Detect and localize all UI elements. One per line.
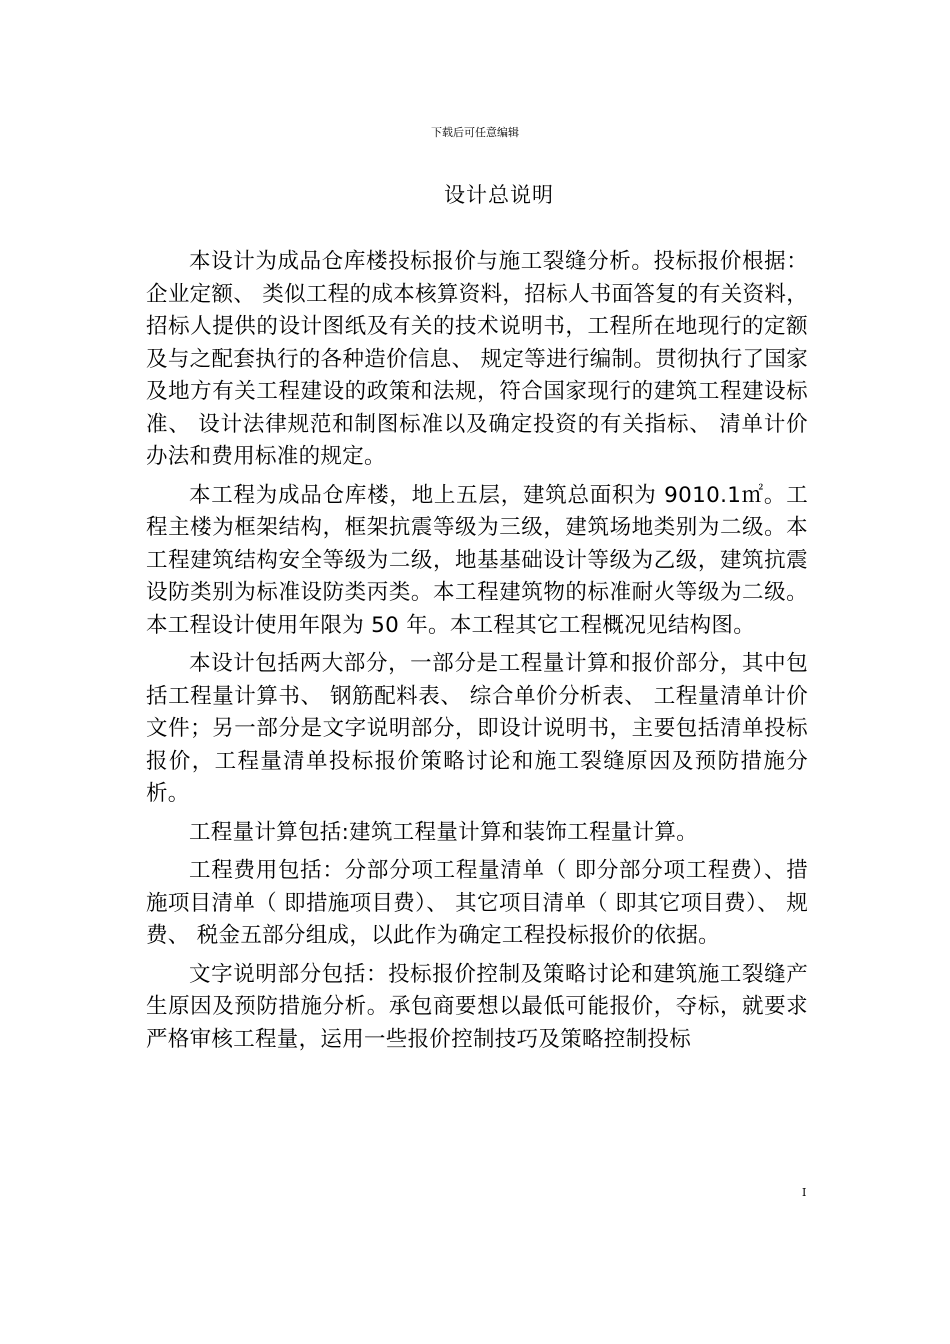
paragraph-project-overview: 本工程为成品仓库楼，地上五层，建筑总面积为 9010.1㎡。工程主楼为框架结构，框架抗震等级为三级，建筑场地类别为二级。本工程建筑结构安全等级为二级，地基基础设计等级为乙级，建筑抗震设防类别为标准设防类丙类。本工程建筑物的标准耐火等级为二级。本工程设计使用年限为 50 年。本工程其它工程概况见结构图。	[146, 482, 808, 638]
paragraph-quantity-calculation: 工程量计算包括:建筑工程量计算和装饰工程量计算。	[189, 819, 698, 845]
paragraph-cost-composition: 工程费用包括：分部分项工程量清单（ 即分部分项工程费）、措施项目清单（ 即措施项目费）、 其它项目清单（ 即其它项目费）、 规费、 税金五部分组成，以此作为确定工程投标报价的依据。	[146, 858, 808, 948]
paragraph-bid-basis: 本设计为成品仓库楼投标报价与施工裂缝分析。投标报价根据：企业定额、 类似工程的成本核算资料，招标人书面答复的有关资料，招标人提供的设计图纸及有关的技术说明书，工程所在地现行的定额及与之配套执行的各种造价信息、 规定等进行编制。贯彻执行了国家及地方有关工程建设的政策和法规，符合国家现行的建筑工程建设标准、 设计法律规范和制图标准以及确定投资的有关指标、 清单计价办法和费用标准的规定。	[146, 249, 808, 469]
paragraph-design-parts: 本设计包括两大部分，一部分是工程量计算和报价部分，其中包括工程量计算书、 钢筋配料表、 综合单价分析表、 工程量清单计价文件；另一部分是文字说明部分，即设计说明书，主要包括清单投标报价，工程量清单投标报价策略讨论和施工裂缝原因及预防措施分析。	[146, 651, 808, 806]
page-number: I	[802, 1186, 807, 1199]
document-body	[146, 246, 808, 1062]
document-title: 设计总说明	[444, 183, 554, 207]
header-note: 下载后可任意编辑	[431, 126, 519, 139]
paragraph-text-description: 文字说明部分包括：投标报价控制及策略讨论和建筑施工裂缝产生原因及预防措施分析。承包商要想以最低可能报价，夺标，就要求严格审核工程量，运用一些报价控制技巧及策略控制投标	[146, 961, 808, 1052]
